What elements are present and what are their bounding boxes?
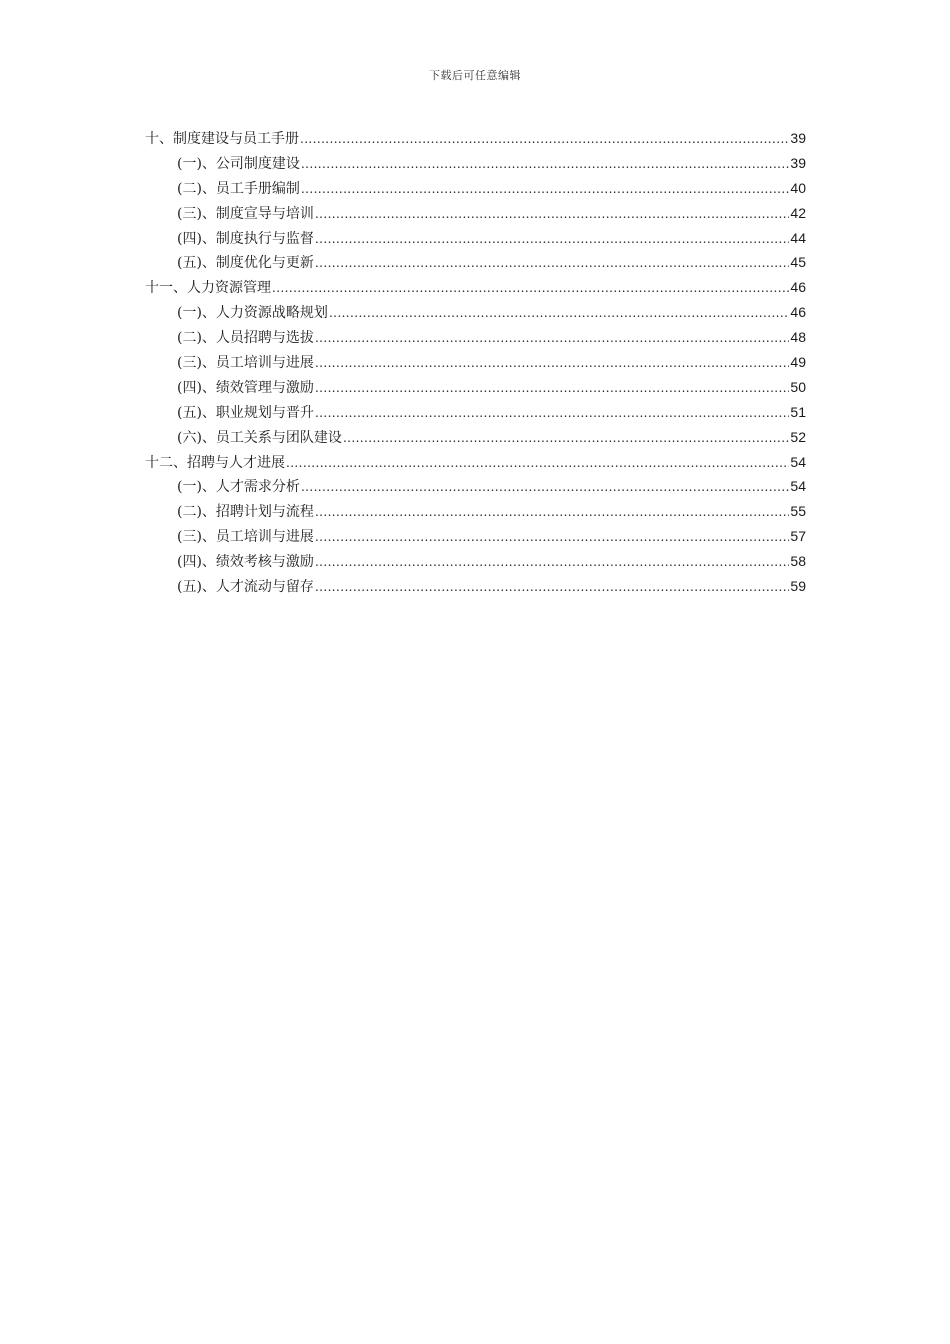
toc-entry-title: 十、制度建设与员工手册: [145, 131, 299, 147]
toc-entry-page: 50: [790, 378, 806, 395]
toc-entry-page: 48: [790, 329, 806, 346]
toc-dot-leader: [315, 376, 789, 401]
toc-entry-page: 57: [790, 528, 806, 545]
toc-entry-page: 46: [790, 304, 806, 321]
toc-entry-page: 46: [790, 279, 806, 296]
toc-entry-page: 42: [790, 204, 806, 221]
toc-dot-leader: [272, 276, 789, 301]
toc-entry-page: 49: [790, 354, 806, 371]
toc-entry-title: (一)、人才需求分析: [177, 479, 300, 496]
toc-dot-leader: [315, 500, 789, 525]
toc-dot-leader: [315, 525, 789, 550]
toc-entry[interactable]: [145, 176, 806, 201]
toc-entry[interactable]: [145, 474, 806, 499]
toc-dot-leader: [301, 475, 789, 500]
toc-entry[interactable]: [145, 325, 806, 350]
toc-entry[interactable]: [145, 226, 806, 251]
toc-dot-leader: [301, 177, 789, 202]
toc-entry-title: (四)、制度执行与监督: [177, 230, 314, 247]
toc-entry[interactable]: [145, 126, 806, 151]
toc-entry-page: 52: [790, 428, 806, 445]
toc-entry[interactable]: [145, 350, 806, 375]
toc-entry-title: (四)、绩效考核与激励: [177, 554, 314, 571]
toc-entry-page: 59: [790, 578, 806, 595]
toc-entry[interactable]: [145, 275, 806, 300]
toc-entry-title: (二)、人员招聘与选拔: [177, 330, 314, 347]
toc-dot-leader: [343, 426, 789, 451]
toc-entry[interactable]: [145, 201, 806, 226]
toc-entry-page: 45: [790, 254, 806, 271]
toc-dot-leader: [315, 202, 789, 227]
toc-entry-title: (三)、员工培训与进展: [177, 355, 314, 372]
toc-entry-title: 十一、人力资源管理: [145, 280, 271, 297]
toc-entry[interactable]: [145, 574, 806, 599]
toc-entry-title: (五)、制度优化与更新: [177, 255, 314, 272]
table-of-contents: [145, 126, 806, 599]
toc-entry[interactable]: [145, 549, 806, 574]
toc-dot-leader: [315, 401, 789, 426]
toc-entry[interactable]: [145, 450, 806, 475]
toc-entry-title: (一)、人力资源战略规划: [177, 305, 328, 322]
toc-entry[interactable]: [145, 151, 806, 176]
toc-dot-leader: [301, 152, 789, 177]
toc-dot-leader: [315, 251, 789, 276]
toc-dot-leader: [315, 351, 789, 376]
toc-entry[interactable]: [145, 425, 806, 450]
toc-dot-leader: [300, 127, 789, 152]
toc-entry-title: (四)、绩效管理与激励: [177, 379, 314, 396]
page-header: 下载后可任意编辑: [429, 69, 521, 82]
toc-entry-title: (五)、职业规划与晋升: [177, 404, 314, 421]
toc-entry-page: 39: [790, 154, 806, 171]
toc-entry[interactable]: [145, 375, 806, 400]
toc-dot-leader: [315, 326, 789, 351]
toc-dot-leader: [286, 451, 789, 476]
toc-entry-title: (三)、员工培训与进展: [177, 529, 314, 546]
toc-entry[interactable]: [145, 300, 806, 325]
toc-entry[interactable]: [145, 524, 806, 549]
toc-entry[interactable]: [145, 250, 806, 275]
toc-entry[interactable]: [145, 499, 806, 524]
toc-dot-leader: [315, 550, 789, 575]
toc-dot-leader: [329, 301, 789, 326]
toc-entry-page: 54: [790, 453, 806, 470]
toc-entry-page: 44: [790, 229, 806, 246]
toc-entry-page: 55: [790, 503, 806, 520]
toc-entry-title: (六)、员工关系与团队建设: [177, 429, 342, 446]
toc-entry[interactable]: [145, 400, 806, 425]
toc-entry-title: (三)、制度宣导与培训: [177, 205, 314, 222]
toc-entry-title: (五)、人才流动与留存: [177, 579, 314, 596]
toc-entry-title: (二)、招聘计划与流程: [177, 504, 314, 521]
toc-entry-title: (二)、员工手册编制: [177, 180, 300, 197]
toc-entry-page: 58: [790, 553, 806, 570]
toc-entry-page: 39: [790, 130, 806, 146]
toc-entry-title: 十二、招聘与人才进展: [145, 454, 285, 471]
toc-entry-title: (一)、公司制度建设: [177, 155, 300, 172]
toc-dot-leader: [315, 575, 789, 600]
toc-entry-page: 40: [790, 179, 806, 196]
toc-dot-leader: [315, 227, 789, 252]
toc-entry-page: 54: [790, 478, 806, 495]
toc-entry-page: 51: [790, 403, 806, 420]
